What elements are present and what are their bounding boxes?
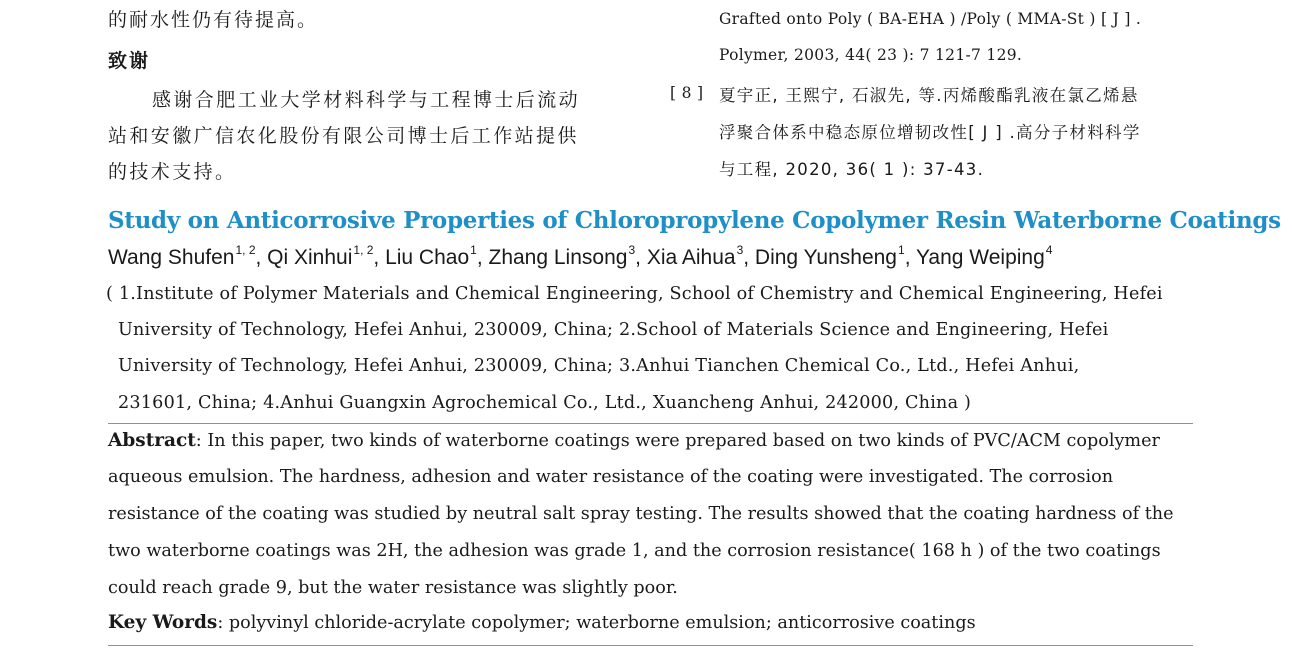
- keywords-label: Key Words: [108, 612, 218, 633]
- author-separator: ,: [373, 246, 386, 269]
- abstract-line: could reach grade 9, but the water resistance was slightly poor.: [108, 578, 678, 598]
- author-name: Zhang Linsong: [488, 246, 628, 269]
- reference-line: Grafted onto Poly ( BA-EHA ) /Poly ( MMA-St ) [ J ] .: [719, 10, 1142, 28]
- reference-line: 浮聚合体系中稳态原位增韧改性[ J ] .高分子材料科学: [719, 123, 1141, 142]
- author-separator: ,: [635, 246, 647, 269]
- acknowledgement-line: 的技术支持。: [108, 161, 237, 183]
- author-separator: ,: [743, 246, 755, 269]
- acknowledgement-line: 站和安徽广信农化股份有限公司博士后工作站提供: [108, 125, 579, 147]
- author-name: Yang Weiping: [915, 246, 1045, 269]
- author-affiliation-marker: 1: [470, 243, 477, 257]
- keywords-text: polyvinyl chloride-acrylate copolymer; waterborne emulsion; anticorrosive coatings: [228, 613, 976, 633]
- author-separator: ,: [476, 246, 489, 269]
- author-name: Liu Chao: [385, 246, 470, 269]
- abstract-first-line: [108, 430, 1160, 451]
- abstract-line: two waterborne coatings was 2H, the adhesion was grade 1, and the corrosion resistance( 168 h ) of the two coatings: [108, 541, 1161, 561]
- abstract-line: resistance of the coating was studied by neutral salt spray testing. The results showed that the coating hardness of the: [108, 504, 1174, 524]
- author-separator: ,: [255, 246, 268, 269]
- abstract-line: aqueous emulsion. The hardness, adhesion and water resistance of the coating were investigated. The corrosion: [108, 467, 1114, 487]
- author-list: [108, 243, 1052, 270]
- paper-title: Study on Anticorrosive Properties of Chloropropylene Copolymer Resin Waterborne Coatings: [108, 207, 1281, 234]
- section-divider: [108, 645, 1193, 646]
- affiliation-line: ( 1.Institute of Polymer Materials and Chemical Engineering, School of Chemistry and Chemical Engineering, Hefei: [106, 284, 1163, 304]
- abstract-colon: :: [195, 431, 202, 451]
- author-affiliation-marker: 4: [1045, 243, 1053, 257]
- author-name: Xia Aihua: [646, 246, 736, 269]
- affiliation-line: University of Technology, Hefei Anhui, 230009, China; 2.School of Materials Science and Engineering, Hefei: [118, 320, 1109, 340]
- author-affiliation-marker: 3: [736, 243, 744, 257]
- author-separator: ,: [904, 246, 916, 269]
- section-divider: [108, 423, 1193, 424]
- reference-line: Polymer, 2003, 44( 23 ): 7 121-7 129.: [719, 46, 1023, 64]
- abstract-line: In this paper, two kinds of waterborne coatings were prepared based on two kinds of PVC/ACM copolymer: [207, 431, 1160, 451]
- acknowledgement-heading: 致谢: [108, 50, 151, 72]
- keywords-colon: :: [217, 613, 224, 633]
- reference-number: [ 8 ]: [670, 84, 704, 102]
- reference-line: 夏宇正, 王熙宁, 石淑先, 等.丙烯酸酯乳液在氯乙烯悬: [719, 86, 1139, 105]
- abstract-label: Abstract: [108, 430, 196, 451]
- affiliation-line: University of Technology, Hefei Anhui, 230009, China; 3.Anhui Tianchen Chemical Co., Ltd., Hefei Anhui,: [118, 356, 1080, 376]
- affiliation-line: 231601, China; 4.Anhui Guangxin Agrochemical Co., Ltd., Xuancheng Anhui, 242000, China ): [118, 393, 972, 413]
- reference-line: 与工程, 2020, 36( 1 ): 37-43.: [719, 160, 985, 179]
- author-affiliation-marker: 1, 2: [353, 243, 374, 257]
- keywords-line: [108, 612, 976, 633]
- author-name: Qi Xinhui: [267, 246, 353, 269]
- acknowledgement-line: 感谢合肥工业大学材料科学与工程博士后流动: [152, 89, 581, 111]
- author-name: Wang Shufen: [108, 246, 235, 269]
- author-affiliation-marker: 3: [628, 243, 636, 257]
- author-name: Ding Yunsheng: [754, 246, 897, 269]
- author-affiliation-marker: 1: [898, 243, 905, 257]
- author-affiliation-marker: 1, 2: [235, 243, 256, 257]
- body-text-line: 的耐水性仍有待提高。: [108, 9, 319, 31]
